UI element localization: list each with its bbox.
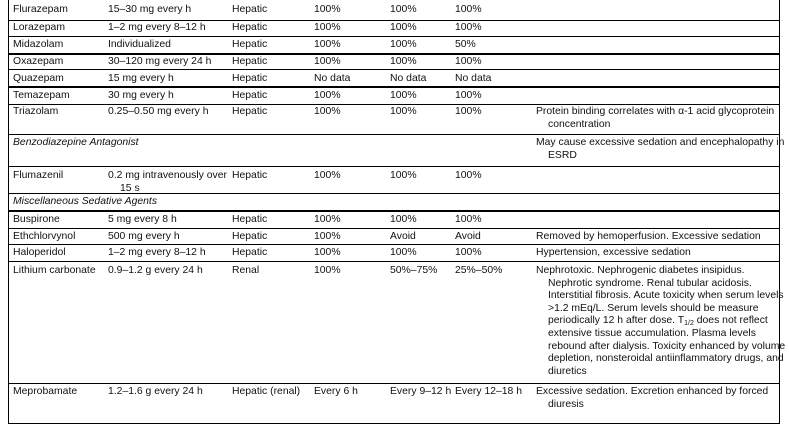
- adjustment-gfr-mid: 100%: [390, 170, 417, 181]
- route: Hepatic: [232, 214, 268, 225]
- dose: 0.2 mg intravenously over 15 s: [108, 170, 227, 194]
- table-row: [9, 37, 779, 55]
- adjustment-gfr-mid: Every 9–12 h: [390, 386, 452, 397]
- comment: Hypertension, excessive sedation: [536, 247, 691, 258]
- table-row: [9, 229, 779, 245]
- comment: Excessive sedation. Excretion enhanced by forced diuresis: [536, 386, 769, 410]
- comment-text-start: Nephrotoxic. Nephrogenic diabetes insipidus. Nephrotic syndrome. Renal tubular acidosis. Interstitial fibrosis. Acute toxicity when serum levels >1.2 mEq/L. Serum levels should be measure periodically 12 h after dose. T: [536, 265, 784, 327]
- route: Hepatic: [232, 39, 268, 50]
- section-heading: Miscellaneous Sedative Agents: [13, 196, 158, 207]
- table-row: [9, 262, 786, 384]
- drug-name: Midazolam: [13, 39, 64, 50]
- table-row: [9, 88, 779, 105]
- adjustment-gfr-mid: Avoid: [390, 231, 416, 242]
- dose: 500 mg every h: [108, 231, 180, 242]
- route: Hepatic: [232, 170, 268, 181]
- comment: Protein binding correlates with α-1 acid glycoprotein concentration: [536, 106, 775, 130]
- adjustment-gfr-mid: 100%: [390, 56, 417, 67]
- adjustment-gfr-low: 100%: [455, 56, 482, 67]
- adjustment-gfr-high: 100%: [314, 56, 341, 67]
- table-row: [9, 55, 779, 70]
- drug-name: Triazolam: [13, 106, 59, 117]
- dose: 15 mg every h: [108, 73, 174, 84]
- adjustment-gfr-high: 100%: [314, 39, 341, 50]
- table-row: [9, 384, 779, 422]
- adjustment-gfr-high: Every 6 h: [314, 386, 358, 397]
- table-row: [9, 212, 779, 229]
- comment: Removed by hemoperfusion. Excessive sedation: [536, 231, 761, 242]
- adjustment-gfr-low: 100%: [455, 247, 482, 258]
- adjustment-gfr-low: 100%: [455, 214, 482, 225]
- adjustment-gfr-high: 100%: [314, 90, 341, 101]
- dose: 0.25–0.50 mg every h: [108, 106, 209, 117]
- adjustment-gfr-high: 100%: [314, 231, 341, 242]
- adjustment-gfr-mid: 100%: [390, 4, 417, 15]
- drug-name: Flumazenil: [13, 170, 64, 181]
- comment: [536, 265, 788, 378]
- drug-name: Lorazepam: [13, 22, 65, 33]
- adjustment-gfr-high: 100%: [314, 22, 341, 33]
- adjustment-gfr-mid: 50%–75%: [390, 265, 438, 276]
- adjustment-gfr-mid: 100%: [390, 90, 417, 101]
- adjustment-gfr-high: 100%: [314, 247, 341, 258]
- half-life-subscript: 1/2: [684, 320, 694, 328]
- dose: 15–30 mg every h: [108, 4, 192, 15]
- adjustment-gfr-mid: 100%: [390, 214, 417, 225]
- route: Renal: [232, 265, 260, 276]
- adjustment-gfr-high: 100%: [314, 170, 341, 181]
- adjustment-gfr-low: Every 12–18 h: [455, 386, 523, 397]
- drug-name: Haloperidol: [13, 247, 66, 258]
- route: Hepatic: [232, 4, 268, 15]
- section-row: [9, 135, 785, 167]
- adjustment-gfr-low: 100%: [455, 170, 482, 181]
- adjustment-gfr-mid: 100%: [390, 106, 417, 117]
- drug-name: Quazepam: [13, 73, 64, 84]
- dose: 1–2 mg every 8–12 h: [108, 247, 206, 258]
- drug-name: Ethchlorvynol: [13, 231, 76, 242]
- route: Hepatic (renal): [232, 386, 301, 397]
- route: Hepatic: [232, 247, 268, 258]
- dose: 1–2 mg every 8–12 h: [108, 22, 206, 33]
- route: Hepatic: [232, 106, 268, 117]
- drug-name: Temazepam: [13, 90, 70, 101]
- table-row: [9, 245, 779, 262]
- table-row: [9, 70, 779, 88]
- adjustment-gfr-low: 50%: [455, 39, 476, 50]
- table: [8, 0, 786, 424]
- adjustment-gfr-high: 100%: [314, 214, 341, 225]
- adjustment-gfr-low: No data: [455, 73, 492, 84]
- table-row: [9, 167, 779, 194]
- adjustment-gfr-low: 100%: [455, 90, 482, 101]
- dose: 5 mg every 8 h: [108, 214, 177, 225]
- comment: May cause excessive sedation and encephalopathy in ESRD: [536, 137, 785, 161]
- adjustment-gfr-mid: 100%: [390, 247, 417, 258]
- route: Hepatic: [232, 22, 268, 33]
- adjustment-gfr-low: 100%: [455, 106, 482, 117]
- drug-name: Buspirone: [13, 214, 60, 225]
- route: Hepatic: [232, 73, 268, 84]
- dose: 0.9–1.2 g every 24 h: [108, 265, 203, 276]
- adjustment-gfr-mid: 100%: [390, 22, 417, 33]
- table-row: [9, 21, 779, 37]
- adjustment-gfr-low: 100%: [455, 4, 482, 15]
- adjustment-gfr-high: 100%: [314, 4, 341, 15]
- drug-name: Meprobamate: [13, 386, 78, 397]
- adjustment-gfr-high: 100%: [314, 106, 341, 117]
- route: Hepatic: [232, 90, 268, 101]
- adjustment-gfr-low: Avoid: [455, 231, 481, 242]
- drug-name: Flurazepam: [13, 4, 68, 15]
- dose: Individualized: [108, 39, 171, 50]
- adjustment-gfr-mid: No data: [390, 73, 427, 84]
- adjustment-gfr-high: 100%: [314, 265, 341, 276]
- section-heading: Benzodiazepine Antagonist: [13, 137, 139, 148]
- route: Hepatic: [232, 56, 268, 67]
- route: Hepatic: [232, 231, 268, 242]
- adjustment-gfr-mid: 100%: [390, 39, 417, 50]
- table-row: [9, 0, 779, 21]
- adjustment-gfr-high: No data: [314, 73, 351, 84]
- comment-text-end: does not reflect extensive tissue accumulation. Plasma levels rebound after dialysis. Toxicity enhanced by volume depletion, nonsteroidal antiinflammatory drugs, and diuretics: [548, 315, 786, 377]
- section-row: [9, 194, 779, 212]
- drug-name: Oxazepam: [13, 56, 64, 67]
- dose: 1.2–1.6 g every 24 h: [108, 386, 203, 397]
- table-row: [9, 105, 779, 135]
- drug-name: Lithium carbonate: [13, 265, 96, 276]
- dose: 30 mg every h: [108, 90, 174, 101]
- dose: 30–120 mg every 24 h: [108, 56, 212, 67]
- adjustment-gfr-low: 100%: [455, 22, 482, 33]
- adjustment-gfr-low: 25%–50%: [455, 265, 503, 276]
